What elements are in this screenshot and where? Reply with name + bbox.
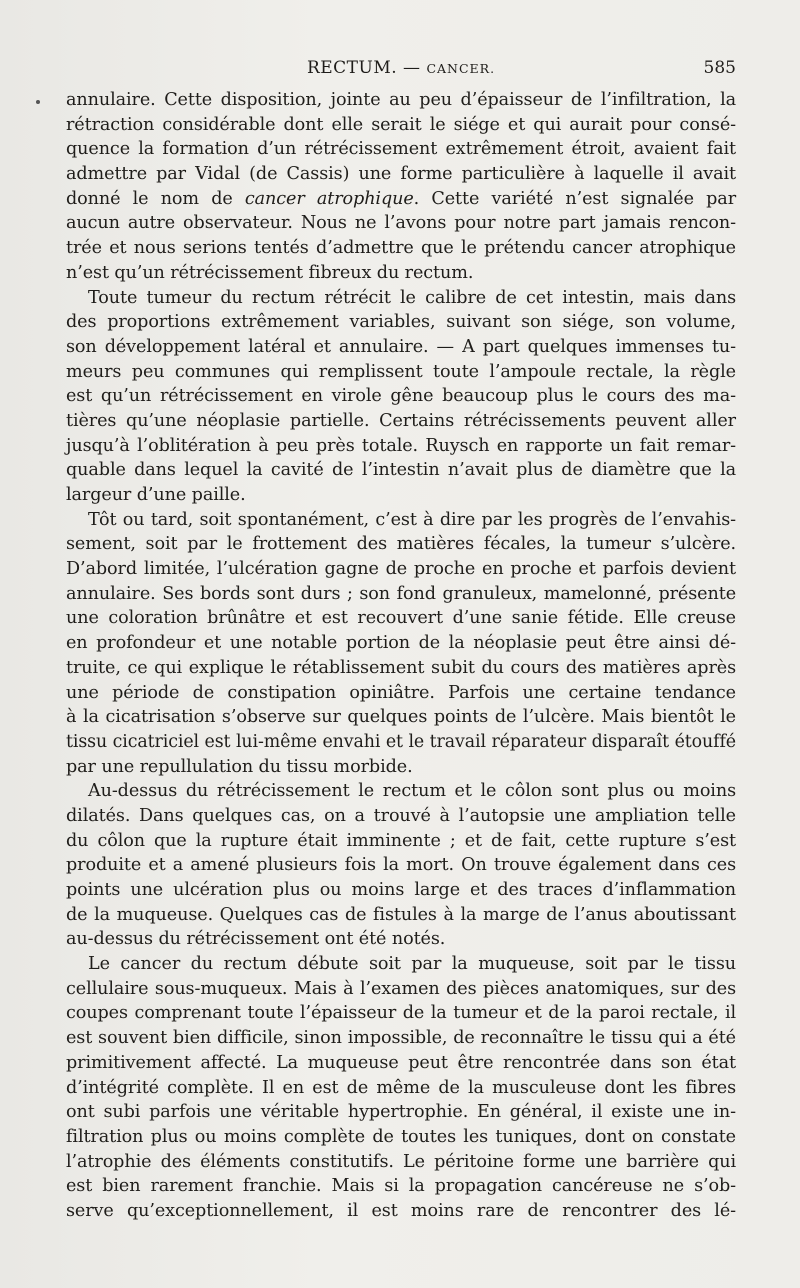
running-title-main: RECTUM. [306,58,398,78]
text-line: son développement latéral et annulaire. — A part quelques immenses tu- [66,336,736,357]
text-line: tissu cicatriciel est lui-même envahi et le travail réparateur disparaît étouffé [66,731,736,752]
text-line: sement, soit par le frottement des matières fécales, la tumeur s’ulcère. [66,534,736,555]
text-line: quence la formation d’un rétrécissement extrêmement étroit, avaient fait [66,139,736,160]
running-title-dash: — [397,58,427,78]
text-line: à la cicatrisation s’observe sur quelques points de l’ulcère. Mais bientôt le [66,707,736,728]
running-title [66,58,736,78]
running-head [66,58,736,84]
text-line: en profondeur et une notable portion de la néoplasie peut être ainsi dé- [66,633,736,654]
text-line: dilatés. Dans quelques cas, on a trouvé à l’autopsie une ampliation telle [66,805,736,826]
text-line: par une repullulation du tissu morbide. [66,756,413,777]
text-line: coupes comprenant toute l’épaisseur de la tumeur et de la paroi rectale, il [66,1003,736,1024]
text-line: l’atrophie des éléments constitutifs. Le péritoine forme une barrière qui [66,1151,736,1172]
text-line: du côlon que la rupture était imminente ; et de fait, cette rupture s’est [66,830,736,851]
text-line: jusqu’à l’oblitération à peu près totale. Ruysch en rapporte un fait remar- [66,435,736,456]
text-line: n’est qu’un rétrécissement fibreux du rectum. [66,262,474,283]
running-title-sub: CANCER. [426,61,496,76]
text-line: meurs peu communes qui remplissent toute l’ampoule rectale, la règle [66,361,736,382]
text-line: truite, ce qui explique le rétablissement subit du cours des matières après [66,657,736,678]
text-line: est bien rarement franchie. Mais si la propagation cancéreuse ne s’ob- [66,1176,736,1197]
text-line: points une ulcération plus ou moins large et des traces d’inflammation [66,880,736,900]
text-line: Le cancer du rectum débute soit par la muqueuse, soit par le tissu [88,954,736,975]
text-segment: donné le nom de [66,188,245,209]
margin-mark [36,100,40,104]
text-line [66,187,736,212]
text-line: produite et a amené plusieurs fois la mort. On trouve également dans ces [66,855,736,876]
text-line: est souvent bien difficile, sinon impossible, de reconnaître le tissu qui a été [66,1028,736,1049]
text-line: trée et nous serions tentés d’admettre que le prétendu cancer atrophique [66,238,736,259]
text-line: D’abord limitée, l’ulcération gagne de proche en proche et parfois devient [66,559,736,580]
text-line: Tôt ou tard, soit spontanément, c’est à dire par les progrès de l’envahis- [88,509,736,530]
text-line: quable dans lequel la cavité de l’intestin n’avait plus de diamètre que la [66,460,736,481]
italic-term: cancer atrophique [244,188,414,209]
text-line: serve qu’exceptionnellement, il est moins rare de rencontrer des lé- [66,1200,736,1221]
body-text [66,88,736,1224]
text-line: primitivement affecté. La muqueuse peut être rencontrée dans son état [66,1052,736,1073]
text-line: annulaire. Cette disposition, jointe au peu d’épaisseur de l’infiltration, la [66,90,736,110]
text-line: tières qu’une néoplasie partielle. Certains rétrécissements peuvent aller [66,410,736,431]
text-line: filtration plus ou moins complète de toutes les tuniques, dont on constate [66,1126,736,1147]
page-number: 585 [703,58,736,78]
text-line: Au-dessus du rétrécissement le rectum et le côlon sont plus ou moins [88,781,736,802]
text-line: rétraction considérable dont elle serait le siége et qui aurait pour consé- [66,114,736,135]
text-line: aucun autre observateur. Nous ne l’avons pour notre part jamais rencon- [66,213,736,234]
text-line: Toute tumeur du rectum rétrécit le calibre de cet intestin, mais dans [88,287,736,308]
text-line: des proportions extrêmement variables, suivant son siége, son volume, [66,312,736,333]
text-line: d’intégrité complète. Il en est de même de la musculeuse dont les fibres [66,1077,736,1098]
text-line: une période de constipation opiniâtre. Parfois une certaine tendance [66,682,736,703]
text-line: une coloration brûnâtre et est recouvert d’une sanie fétide. Elle creuse [66,608,736,629]
text-line: admettre par Vidal (de Cassis) une forme particulière à laquelle il avait [66,164,736,185]
text-line: cellulaire sous-muqueux. Mais à l’examen des pièces anatomiques, sur des [66,978,736,999]
text-line: est qu’un rétrécissement en virole gêne beaucoup plus le cours des ma- [66,386,736,407]
text-line: annulaire. Ses bords sont durs ; son fond granuleux, mamelonné, présente [66,583,736,604]
text-line: largeur d’une paille. [66,485,246,505]
text-line: au-dessus du rétrécissement ont été notés. [66,929,446,950]
text-segment: . Cette variété n’est signalée par [413,188,737,209]
text-line: de la muqueuse. Quelques cas de fistules à la marge de l’anus aboutissant [66,904,736,925]
text-line: ont subi parfois une véritable hypertrophie. En général, il existe une in- [66,1102,736,1123]
